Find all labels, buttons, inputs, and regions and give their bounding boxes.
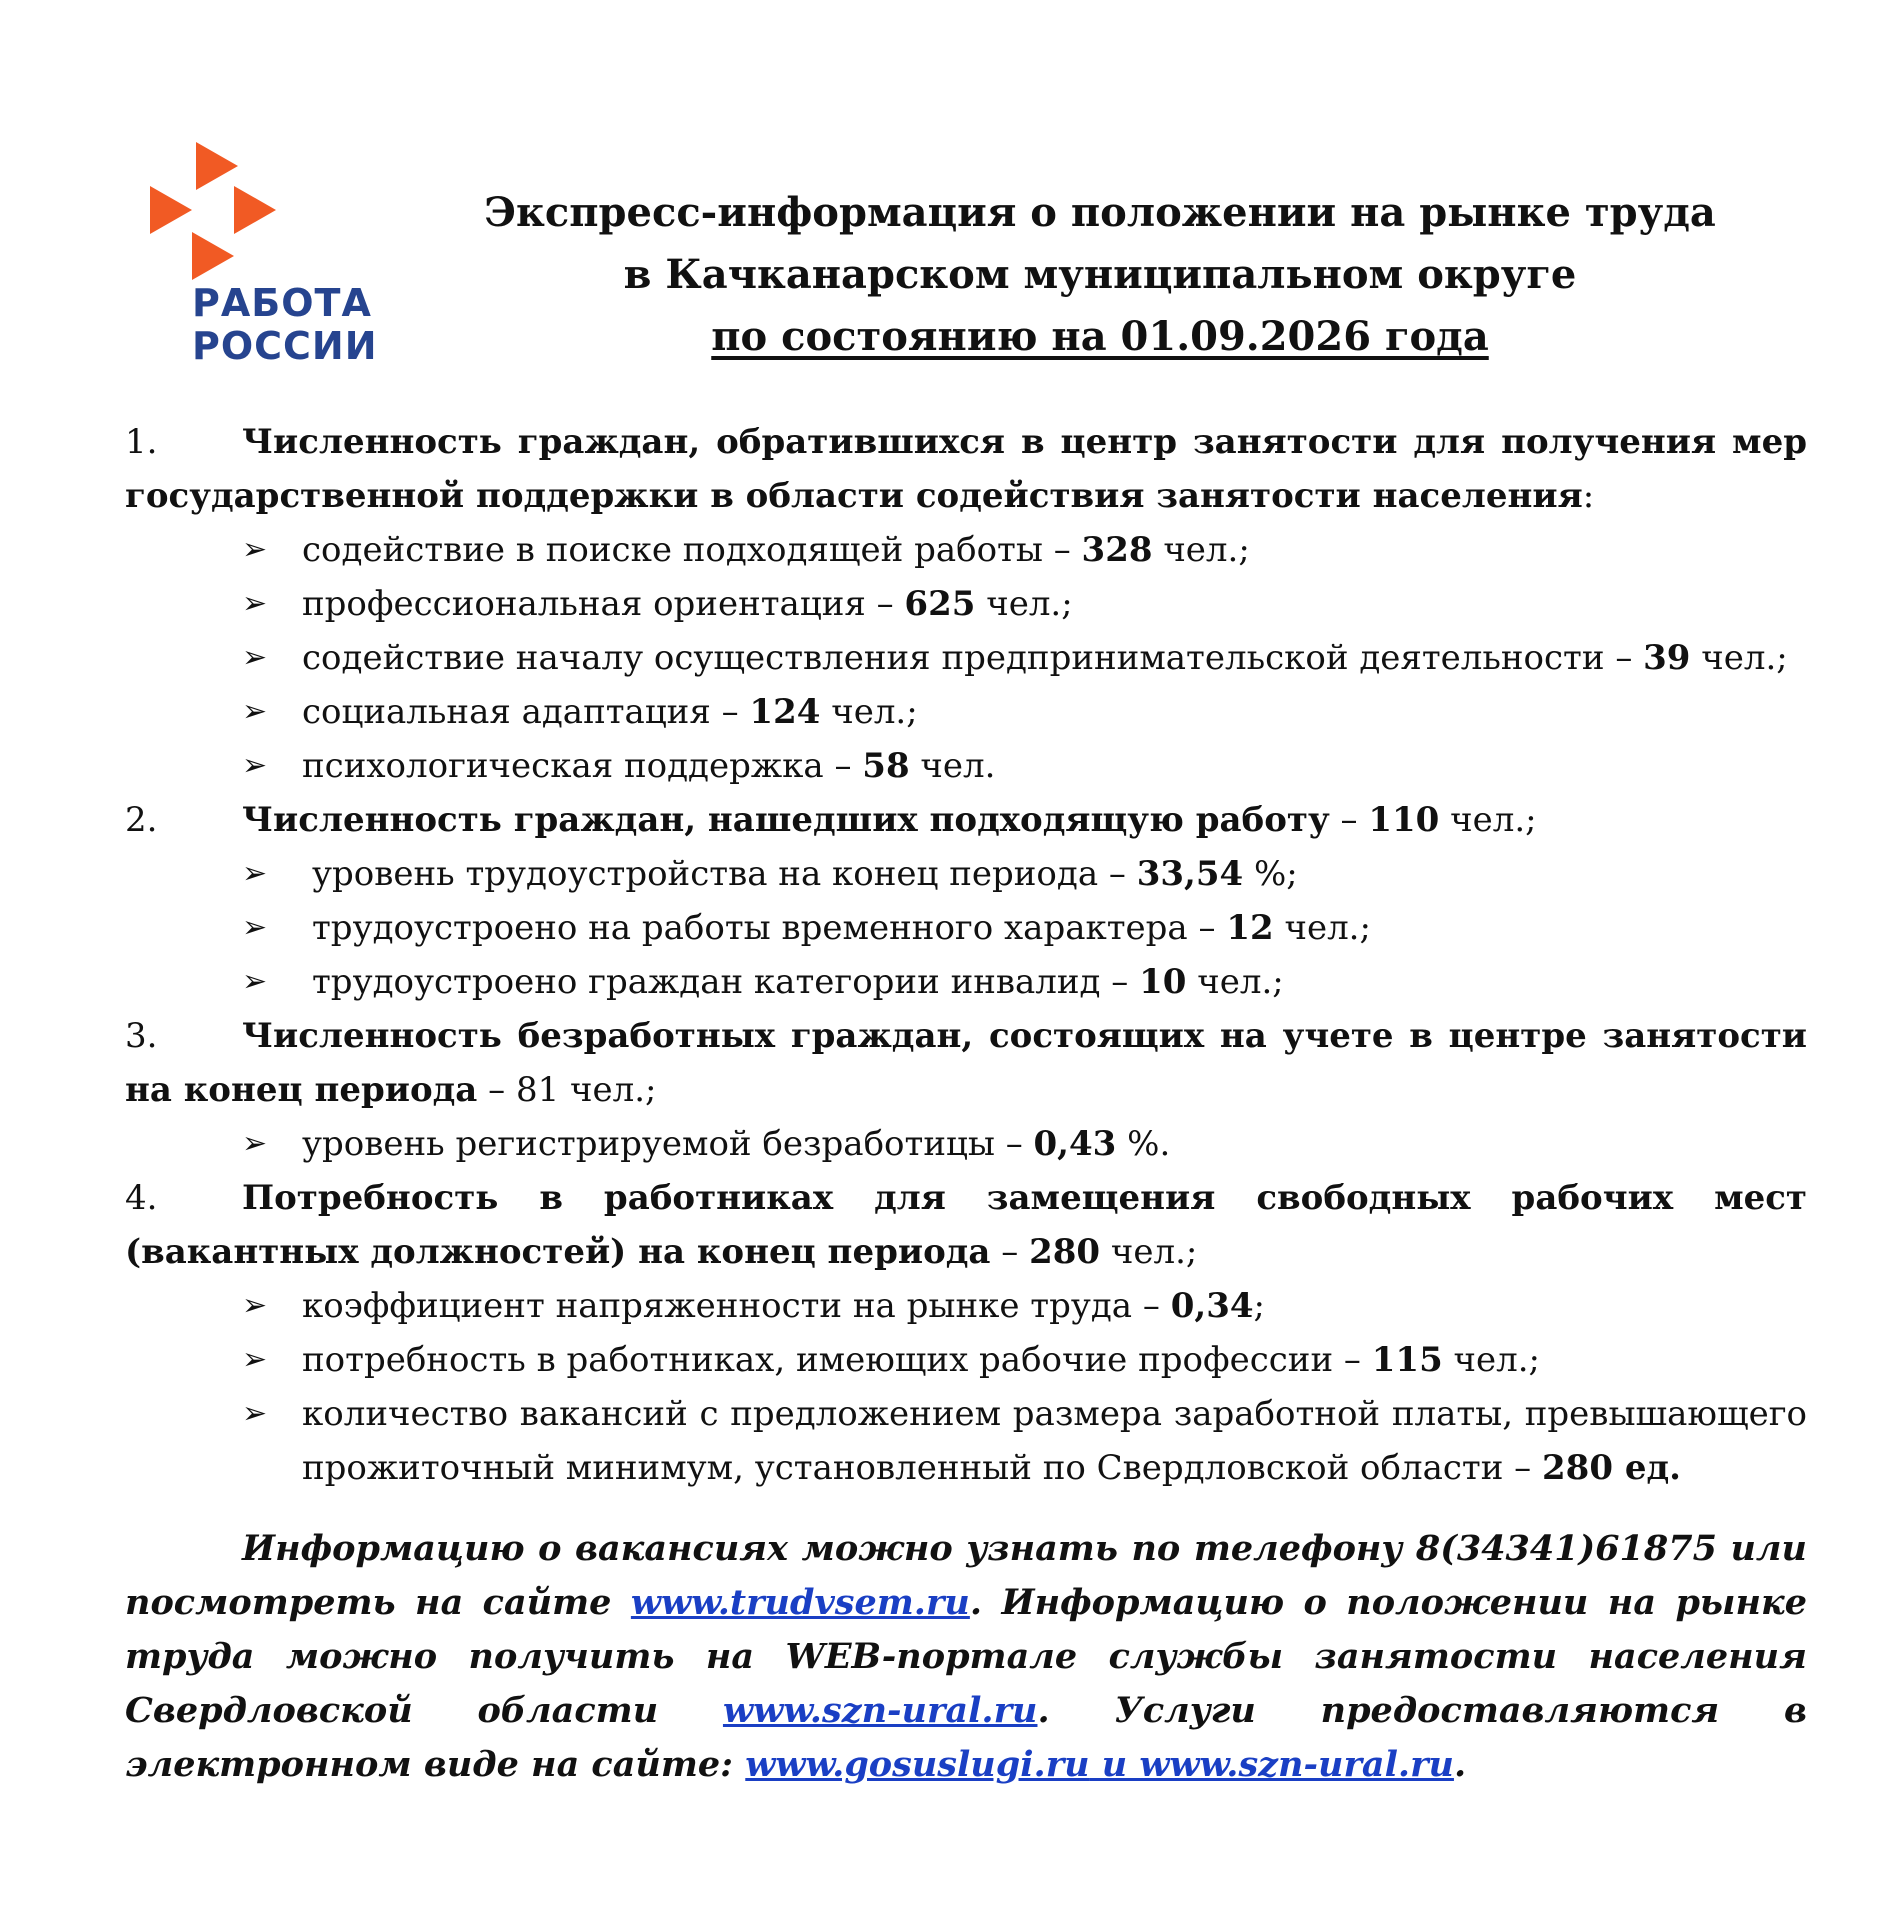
title-line-1: Экспресс-информация о положении на рынке труда: [484, 189, 1716, 236]
title-date-line: по состоянию на 01.09.2026 года: [711, 313, 1489, 360]
list-item: [125, 577, 1807, 631]
section-number: 4.: [125, 1178, 158, 1218]
bullet-text: количество вакансий с предложением размера заработной платы, превышающего прожиточный минимум, установленный по Свердловской области –: [302, 1394, 1807, 1488]
bullet-unit: чел.;: [1273, 908, 1371, 948]
section-separator: –: [990, 1232, 1030, 1272]
bullet-value: 0,34: [1170, 1286, 1254, 1326]
bullet-unit: чел.;: [1442, 1340, 1541, 1380]
bullet-value: 280: [1542, 1448, 1613, 1488]
footer-text: . Услуги предоставляются в электронном виде на сайте:: [125, 1690, 1808, 1785]
bullet-unit: чел.;: [1152, 530, 1250, 570]
section-separator: –: [477, 1070, 516, 1110]
bullet-unit: чел.;: [820, 692, 918, 732]
bullet-unit: %;: [1243, 854, 1298, 894]
arrow-bullet-icon: ➢: [242, 964, 268, 999]
section-2: [125, 793, 1807, 847]
main-content: [125, 415, 1807, 1495]
bullet-unit: чел.;: [1690, 638, 1788, 678]
bullet-text: трудоустроено граждан категории инвалид –: [312, 962, 1140, 1002]
link-szn-ural-2[interactable]: и www.szn-ural.ru: [1089, 1744, 1454, 1785]
section-tail: чел.;: [1439, 800, 1537, 840]
bullet-unit: чел.: [909, 746, 996, 786]
link-gosuslugi[interactable]: www.gosuslugi.ru: [745, 1744, 1090, 1785]
bullet-value: 625: [904, 584, 976, 624]
section-number: 2.: [125, 800, 158, 840]
bullet-value: 124: [749, 692, 821, 732]
arrow-bullet-icon: ➢: [242, 532, 268, 567]
arrow-bullet-icon: ➢: [242, 856, 268, 891]
section-3: [125, 1009, 1807, 1117]
bullet-unit: ;: [1253, 1286, 1265, 1326]
list-item: [125, 847, 1807, 901]
logo: [146, 142, 376, 372]
arrow-bullet-icon: ➢: [242, 1396, 268, 1431]
list-item: [125, 1333, 1807, 1387]
bullet-value: 115: [1371, 1340, 1443, 1380]
logo-arrows-icon: [146, 142, 286, 282]
arrow-bullet-icon: ➢: [242, 694, 268, 729]
bullet-unit: %.: [1116, 1124, 1171, 1164]
section-value: 280: [1029, 1232, 1101, 1272]
bullet-text: социальная адаптация –: [302, 692, 750, 732]
logo-line-1: РАБОТА: [192, 281, 372, 325]
section-title: Численность граждан, нашедших подходящую работу: [242, 800, 1330, 840]
list-item: [125, 955, 1807, 1009]
bullet-text: психологическая поддержка –: [302, 746, 863, 786]
list-item: [125, 523, 1807, 577]
list-item: [125, 901, 1807, 955]
logo-text: [192, 282, 378, 368]
logo-line-2: РОССИИ: [192, 324, 378, 368]
list-item: [125, 1387, 1807, 1495]
list-item: [125, 1279, 1807, 1333]
list-item: [125, 739, 1807, 793]
footer-text: Информацию о вакансиях можно узнать по телефону 8(34341)61875 или посмотреть на сайте: [125, 1528, 1807, 1623]
arrow-bullet-icon: ➢: [242, 910, 268, 945]
section-number: 1.: [125, 422, 158, 462]
link-szn-ural[interactable]: www.szn-ural.ru: [722, 1690, 1038, 1731]
section-number: 3.: [125, 1016, 158, 1056]
bullet-value: 39: [1643, 638, 1691, 678]
bullet-text: коэффициент напряженности на рынке труда –: [302, 1286, 1171, 1326]
section-tail: чел.;: [1100, 1232, 1198, 1272]
bullet-text: потребность в работниках, имеющих рабочие профессии –: [302, 1340, 1372, 1380]
arrow-bullet-icon: ➢: [242, 1126, 268, 1161]
bullet-text: содействие в поиске подходящей работы –: [302, 530, 1082, 570]
bullet-value: 12: [1226, 908, 1274, 948]
bullet-unit: чел.;: [975, 584, 1073, 624]
bullet-value: 0,43: [1033, 1124, 1117, 1164]
section-separator: –: [1329, 800, 1369, 840]
bullet-text: трудоустроено на работы временного характера –: [312, 908, 1227, 948]
list-item: [125, 1117, 1807, 1171]
section-1: [125, 415, 1807, 523]
page-title: [420, 182, 1780, 368]
footer-text: . Информацию о положении на рынке труда можно получить на WEB-портале службы занятости населения Свердловской области: [125, 1582, 1807, 1731]
section-value: 110: [1368, 800, 1440, 840]
arrow-bullet-icon: ➢: [242, 748, 268, 783]
section-tail: :: [1582, 476, 1595, 516]
bullet-text: уровень регистрируемой безработицы –: [302, 1124, 1034, 1164]
bullet-text: содействие началу осуществления предпринимательской деятельности –: [302, 638, 1644, 678]
section-title: Численность безработных граждан, состоящих на учете в центре занятости на конец периода: [125, 1016, 1807, 1110]
arrow-bullet-icon: ➢: [242, 640, 268, 675]
bullet-unit: ед.: [1612, 1448, 1681, 1488]
footer-text: .: [1453, 1744, 1467, 1785]
arrow-bullet-icon: ➢: [242, 586, 268, 621]
list-item: [125, 631, 1807, 685]
bullet-text: профессиональная ориентация –: [302, 584, 905, 624]
link-trudvsem[interactable]: www.trudvsem.ru: [630, 1582, 970, 1623]
bullet-unit: чел.;: [1186, 962, 1284, 1002]
section-title: Потребность в работниках для замещения свободных рабочих мест (вакантных должностей) на конец периода: [125, 1178, 1807, 1272]
bullet-value: 328: [1081, 530, 1153, 570]
bullet-value: 10: [1139, 962, 1187, 1002]
section-4: [125, 1171, 1807, 1279]
bullet-value: 33,54: [1136, 854, 1244, 894]
arrow-bullet-icon: ➢: [242, 1342, 268, 1377]
bullet-value: 58: [862, 746, 910, 786]
list-item: [125, 685, 1807, 739]
section-tail: 81 чел.;: [515, 1070, 657, 1110]
title-line-2: в Качканарском муниципальном округе: [623, 251, 1577, 298]
section-title: Численность граждан, обратившихся в центр занятости для получения мер государственной поддержки в области содействия занятости населения: [125, 422, 1807, 516]
arrow-bullet-icon: ➢: [242, 1288, 268, 1323]
contact-info-paragraph: [125, 1522, 1807, 1792]
bullet-text: уровень трудоустройства на конец периода –: [312, 854, 1137, 894]
